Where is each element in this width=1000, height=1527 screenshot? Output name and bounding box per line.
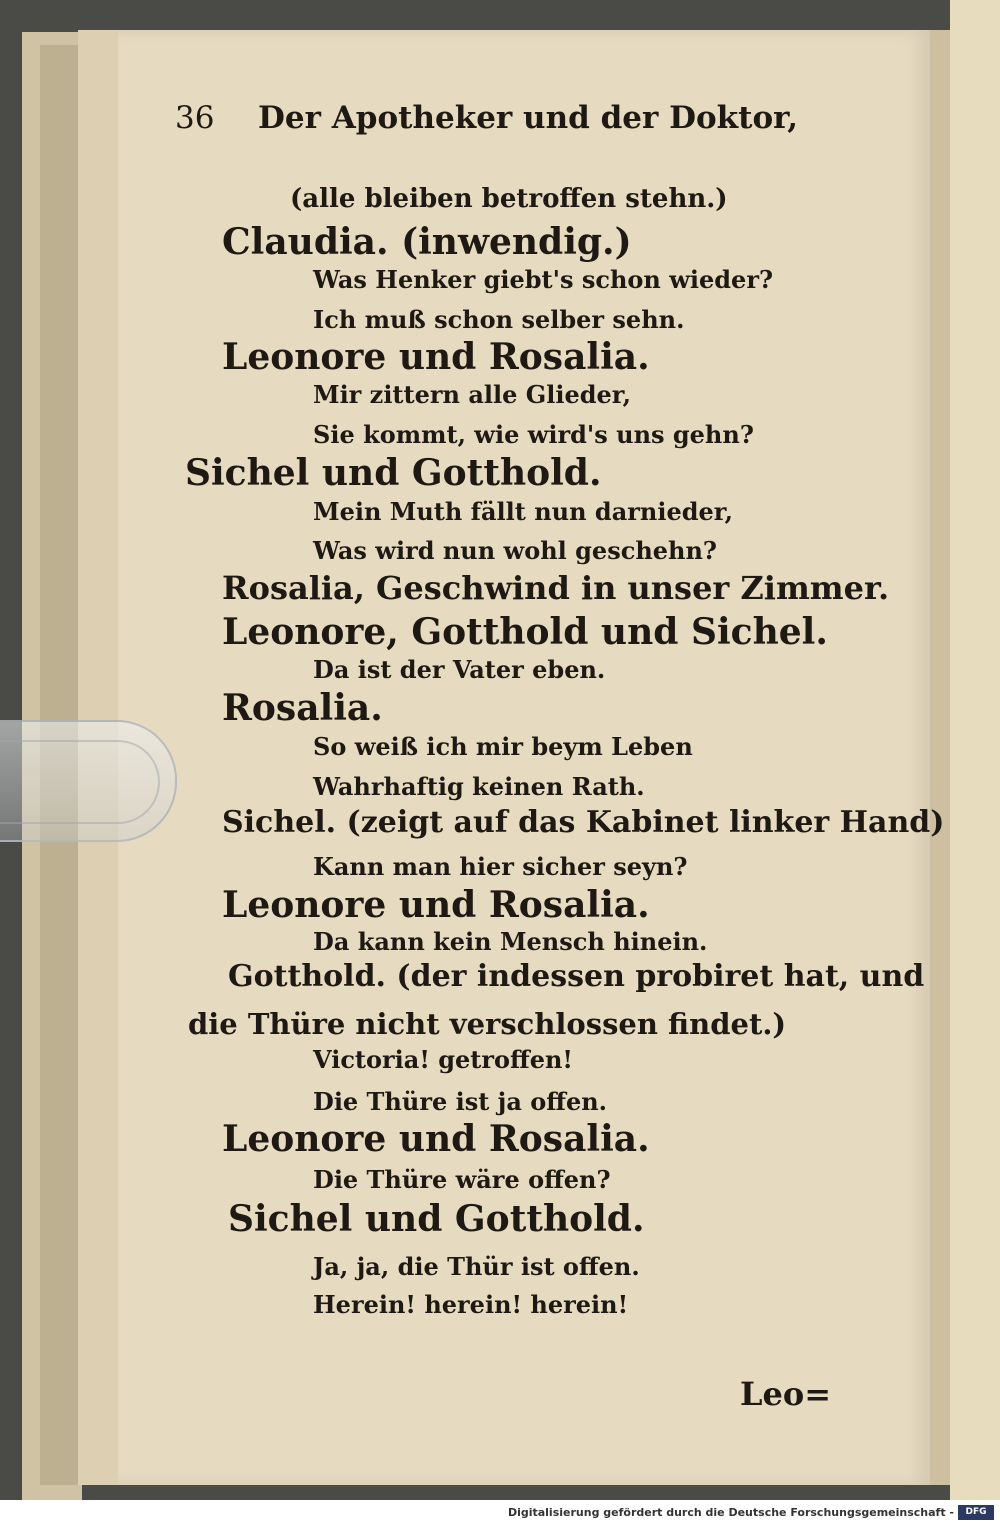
catchword: Leo= [740,1375,832,1413]
verse-line: Victoria! getroffen! [313,1045,573,1074]
verse-line: So weiß ich mir beym Leben [313,732,693,761]
verse-line: Herein! herein! herein! [313,1290,629,1319]
dfg-logo: DFG [958,1505,994,1520]
verse-line: Da ist der Vater eben. [313,655,606,684]
verse-line: Was wird nun wohl geschehn? [313,536,717,565]
verse-line: Mir zittern alle Glieder, [313,380,632,409]
running-head: Der Apotheker und der Doktor, [258,100,799,136]
verse-line: Sie kommt, wie wird's uns gehn? [313,420,754,449]
page-number: 36 [175,100,215,136]
speaker-line: Sichel. (zeigt auf das Kabinet linker Hand) [222,805,945,840]
funding-credit: Digitalisierung gefördert durch die Deutsche Forschungsgemeinschaft - [507,1506,954,1519]
verse-line: Wahrhaftig keinen Rath. [313,772,645,801]
verse-line: Kann man hier sicher seyn? [313,852,688,881]
verse-line: Die Thüre ist ja offen. [313,1087,608,1116]
page-holder-clip-inner [0,740,160,824]
page-gutter [930,30,950,1485]
verse-line: Die Thüre wäre offen? [313,1165,611,1194]
speaker-line: Sichel und Gotthold. [228,1198,645,1240]
verse-line: Was Henker giebt's schon wieder? [313,265,774,294]
facing-page [950,0,1000,1500]
stage-direction: (alle bleiben betroffen stehn.) [290,184,728,214]
speaker-line: Leonore, Gotthold und Sichel. [222,611,828,653]
speaker-line: Rosalia, Geschwind in unser Zimmer. [222,569,890,607]
speaker-line: Leonore und Rosalia. [222,336,650,378]
speaker-line: Rosalia. [222,687,383,729]
speaker-line: Leonore und Rosalia. [222,1118,650,1160]
verse-line: Ja, ja, die Thür ist offen. [313,1252,640,1281]
verse-line: Ich muß schon selber sehn. [313,305,685,334]
speaker-line: Leonore und Rosalia. [222,884,650,926]
speaker-line: Sichel und Gotthold. [185,452,602,494]
verse-line: Mein Muth fällt nun darnieder, [313,497,734,526]
verse-line: Da kann kein Mensch hinein. [313,927,708,956]
speaker-line: Claudia. (inwendig.) [222,221,632,263]
stage-direction: die Thüre nicht verschlossen findet.) [188,1007,787,1041]
speaker-line: Gotthold. (der indessen probiret hat, und [228,959,925,994]
